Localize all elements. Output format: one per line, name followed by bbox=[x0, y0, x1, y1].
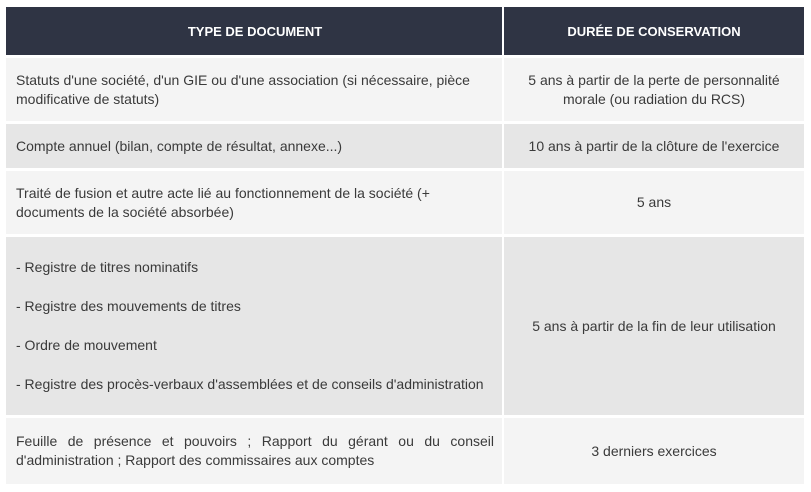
retention-duration-cell: 10 ans à partir de la clôture de l'exercice bbox=[504, 124, 804, 168]
list-item: - Registre des procès-verbaux d'assemblées et de conseils d'administration bbox=[16, 376, 484, 392]
table-row bbox=[6, 124, 804, 168]
retention-duration-cell: 5 ans à partir de la perte de personnalité morale (ou radiation du RCS) bbox=[504, 58, 804, 121]
retention-table bbox=[6, 7, 804, 485]
retention-duration-cell: 5 ans bbox=[504, 171, 804, 234]
retention-duration-cell: 3 derniers exercices bbox=[504, 418, 804, 484]
table-row bbox=[6, 171, 804, 234]
header-retention-duration: DURÉE DE CONSERVATION bbox=[504, 7, 804, 55]
table-row bbox=[6, 237, 804, 415]
list-item: - Registre des mouvements de titres bbox=[16, 298, 241, 314]
document-type-cell: Feuille de présence et pouvoirs ; Rapport du gérant ou du conseil d'administration ; Rapport des commissaires aux comptes bbox=[6, 418, 502, 484]
list-item: - Registre de titres nominatifs bbox=[16, 259, 199, 275]
document-type-cell: Compte annuel (bilan, compte de résultat, annexe...) bbox=[6, 124, 502, 168]
header-document-type: TYPE DE DOCUMENT bbox=[6, 7, 502, 55]
table-row bbox=[6, 58, 804, 121]
document-type-cell: Statuts d'une société, d'un GIE ou d'une association (si nécessaire, pièce modificative de statuts) bbox=[6, 58, 502, 121]
list-item: - Ordre de mouvement bbox=[16, 337, 157, 353]
retention-duration-cell: 5 ans à partir de la fin de leur utilisation bbox=[504, 237, 804, 415]
document-type-cell bbox=[6, 237, 502, 415]
table-header-row bbox=[6, 7, 804, 55]
table-row bbox=[6, 418, 804, 484]
document-type-cell: Traité de fusion et autre acte lié au fonctionnement de la société (+ documents de la société absorbée) bbox=[6, 171, 502, 234]
